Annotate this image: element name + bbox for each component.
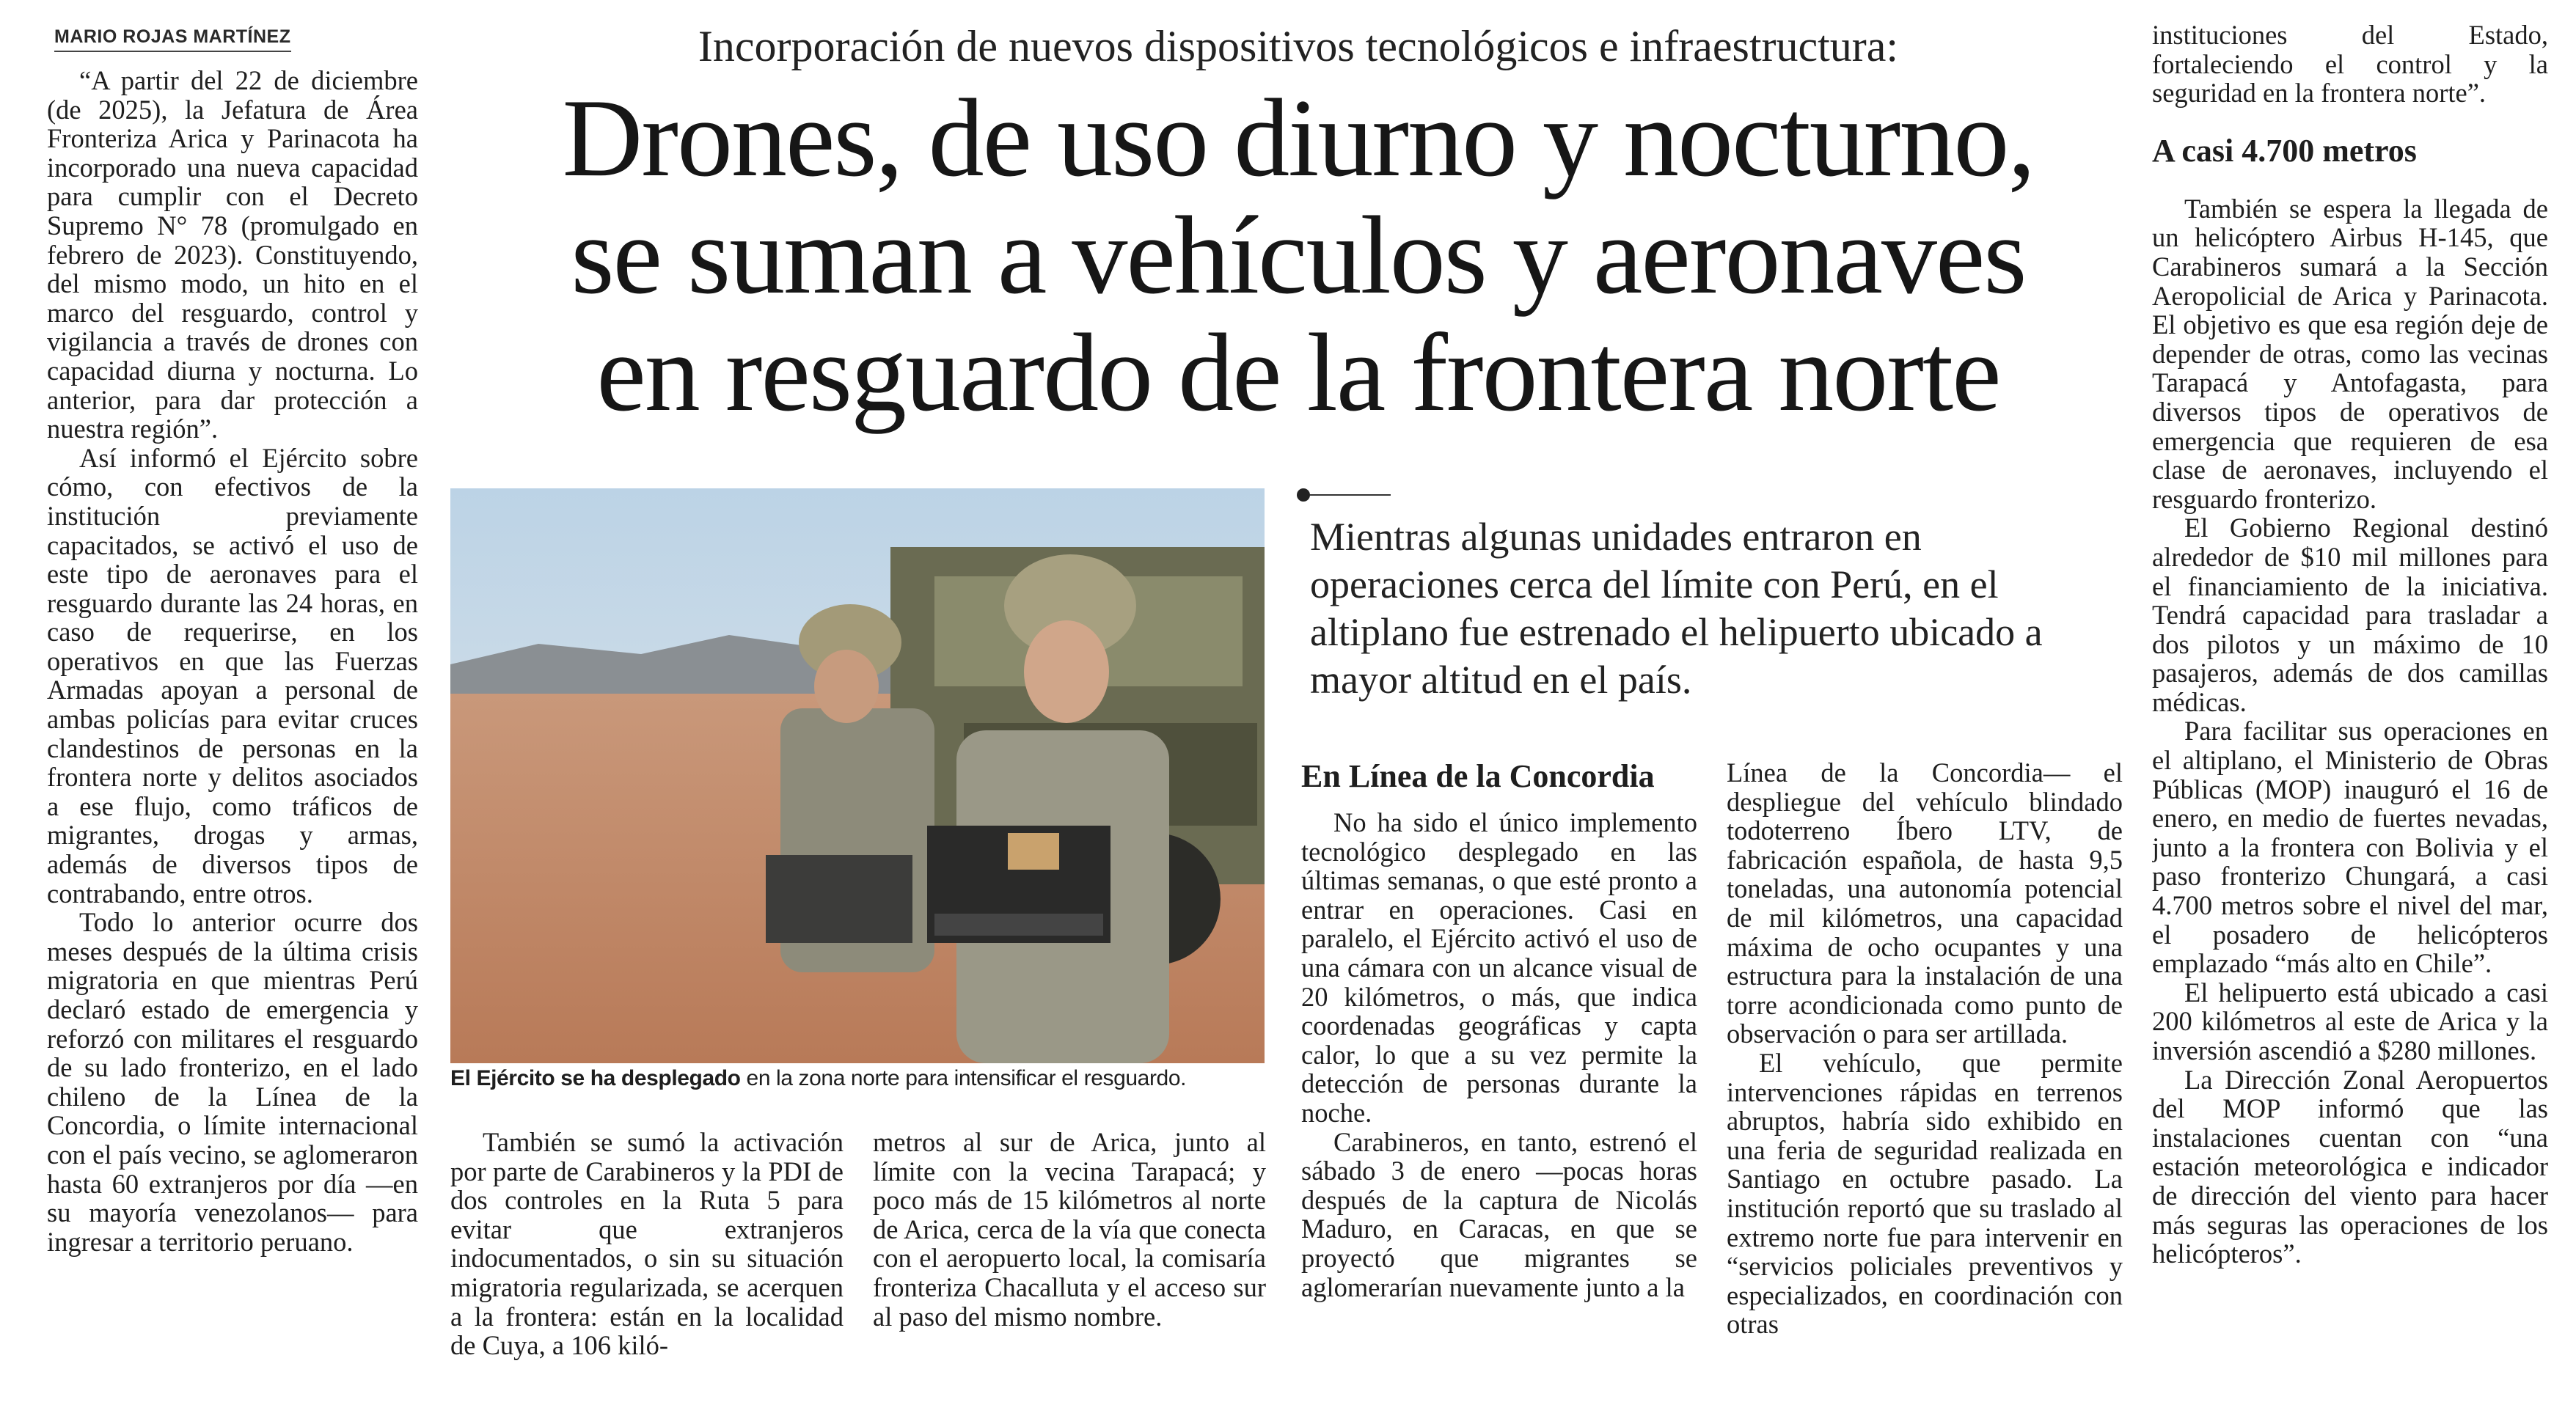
paragraph: La Dirección Zonal Aeropuertos del MOP informó que las instalaciones cuentan con “una estación meteorológica e indicador de dirección del viento para hacer más seguras las operaciones de los helicópteros”.: [2152, 1064, 2548, 1269]
subheading: En Línea de la Concordia: [1301, 758, 1655, 794]
lead-rule: [1310, 494, 1391, 496]
paragraph: Todo lo anterior ocurre dos meses después de la última crisis migratoria en que mientras Perú declaró estado de emergencia y reforzó con militares el resguardo de su lado fronterizo, en el lado chileno de la Línea de la Concordia, o límite internacional con el país vecino, se aglomeraron hasta 60 extranjeros por día —en su mayoría venezolanos— para ingresar a territorio peruano.: [47, 907, 418, 1257]
paragraph: instituciones del Estado, fortaleciendo el control y la seguridad en la frontera norte”.: [2152, 21, 2548, 109]
paragraph: El vehículo, que permite intervenciones rápidas en terrenos abruptos, habría sido exhibido en una feria de seguridad realizada en Santiago en octubre pasado. La institución reportó que su traslado al extremo norte fue para intervenir en “servicios policiales preventivos y especializados, en coordinación con otras: [1727, 1047, 2123, 1340]
paragraph: También se espera la llegada de un helicóptero Airbus H-145, que Carabineros sumará a la Sección Aeropolicial de Arica y Parinacota. El objetivo es que esa región deje de depender de otras, como las vecinas Tarapacá y Antofagasta, para diversos tipos de operativos de emergencia que requieren de esa clase de aeronaves, incluyendo el resguardo fronterizo.: [2152, 193, 2548, 514]
paragraph: metros al sur de Arica, junto al límite con la vecina Tarapacá; y poco más de 15 kilómetros al norte de Arica, cerca de la vía que conecta con el aeropuerto local, la comisaría fronteriza Chacalluta y el acceso sur al paso del mismo nombre.: [873, 1128, 1266, 1332]
photo-caption-text: en la zona norte para intensificar el resguardo.: [740, 1066, 1187, 1090]
kicker: Incorporación de nuevos dispositivos tecnológicos e infraestructura:: [698, 22, 1899, 70]
article-column-1: [47, 66, 418, 1386]
article-column-2: [450, 1128, 844, 1392]
paragraph: También se sumó la activación por parte de Carabineros y la PDI de dos controles en la Ruta 5 para evitar que extranjeros indocumentados, o sin su situación migratoria regularizada, se acerquen a la frontera: están en la localidad de Cuya, a 106 kiló-: [450, 1128, 844, 1361]
headline-line-3: en resguardo de la frontera norte: [596, 311, 2000, 434]
bullet-dot: [1297, 488, 1310, 502]
article-photo: [450, 488, 1265, 1063]
photo-caption-bold: El Ejército se ha desplegado: [450, 1066, 741, 1090]
paragraph: No ha sido el único implemento tecnológico desplegado en las últimas semanas, o que esté pronto a entrar en operaciones. Casi en paralelo, el Ejército activó el uso de una cámara con un alcance visual de 20 kilómetros, o más, que indica coordenadas geográficas y capta calor, lo que a su vez permite la detección de personas durante la noche.: [1301, 807, 1697, 1128]
lead-paragraph: Mientras algunas unidades entraron en operaciones cerca del límite con Perú, en el altiplano fue estrenado el helipuerto ubicado a mayor altitud en el país.: [1310, 515, 2043, 702]
paragraph: Carabineros, en tanto, estrenó el sábado 3 de enero —pocas horas después de la captura de Nicolás Maduro, en Caracas, en que se proyectó que migrantes se aglomerarían nuevamente junto a la: [1301, 1126, 1697, 1302]
byline: MARIO ROJAS MARTÍNEZ: [54, 26, 291, 52]
article-column-4: [1301, 758, 1697, 1389]
paragraph: Así informó el Ejército sobre cómo, con efectivos de la institución previamente capacitados, se activó el uso de este tipo de aeronaves para el resguardo durante las 24 horas, en caso de requerirse, en los operativos en que las Fuerzas Armadas apoyan a personal de ambas policías para evitar cruces clandestinos de personas en la frontera norte y delitos asociados a ese flujo, como tráficos de migrantes, drogas y armas, además de diversos tipos de contrabando, entre otros.: [47, 442, 418, 909]
article-column-5: [1727, 758, 2123, 1389]
paragraph: El helipuerto está ubicado a casi 200 kilómetros al este de Arica y la inversión ascendió a $280 millones.: [2152, 977, 2548, 1065]
headline-line-1: Drones, de uso diurno y nocturno,: [562, 76, 2035, 199]
photo-caption: [450, 1066, 1265, 1091]
paragraph: Para facilitar sus operaciones en el altiplano, el Ministerio de Obras Públicas (MOP) inauguró el 16 de enero, en medio de fuertes nevadas, junto a la frontera con Bolivia y el paso fronterizo Chungará, a casi 4.700 metros sobre el nivel del mar, el posadero de helicópteros emplazado “más alto en Chile”.: [2152, 716, 2548, 979]
headline: [440, 76, 2156, 434]
headline-line-2: se suman a vehículos y aeronaves: [571, 194, 2026, 317]
subheading: A casi 4.700 metros: [2152, 132, 2417, 169]
soldiers-drone-photo: [450, 488, 1265, 1063]
article-column-6: [2152, 21, 2548, 1392]
paragraph: El Gobierno Regional destinó alrededor de $10 mil millones para el financiamiento de la iniciativa. Tendrá capacidad para trasladar a dos pilotos y un máximo de 10 pasajeros, además de dos camillas médicas.: [2152, 513, 2548, 717]
paragraph: Línea de la Concordia— el despliegue del vehículo blindado todoterreno Íbero LTV, de fabricación española, de hasta 9,5 toneladas, una autonomía potencial de mil kilómetros, una capacidad máxima de ocho ocupantes y una estructura para la instalación de una torre acondicionada como punto de observación o para ser artillada.: [1727, 758, 2123, 1049]
article-column-3: [873, 1128, 1266, 1392]
paragraph: “A partir del 22 de diciembre (de 2025), la Jefatura de Área Fronteriza Arica y Parinacota ha incorporado una nueva capacidad para cumplir con el Decreto Supremo N° 78 (promulgado en febrero de 2023). Constituyendo, del mismo modo, un hito en el marco del resguardo, control y vigilancia a través de drones con capacidad diurna y nocturna. Lo anterior, para dar protección a nuestra región”.: [47, 66, 418, 444]
